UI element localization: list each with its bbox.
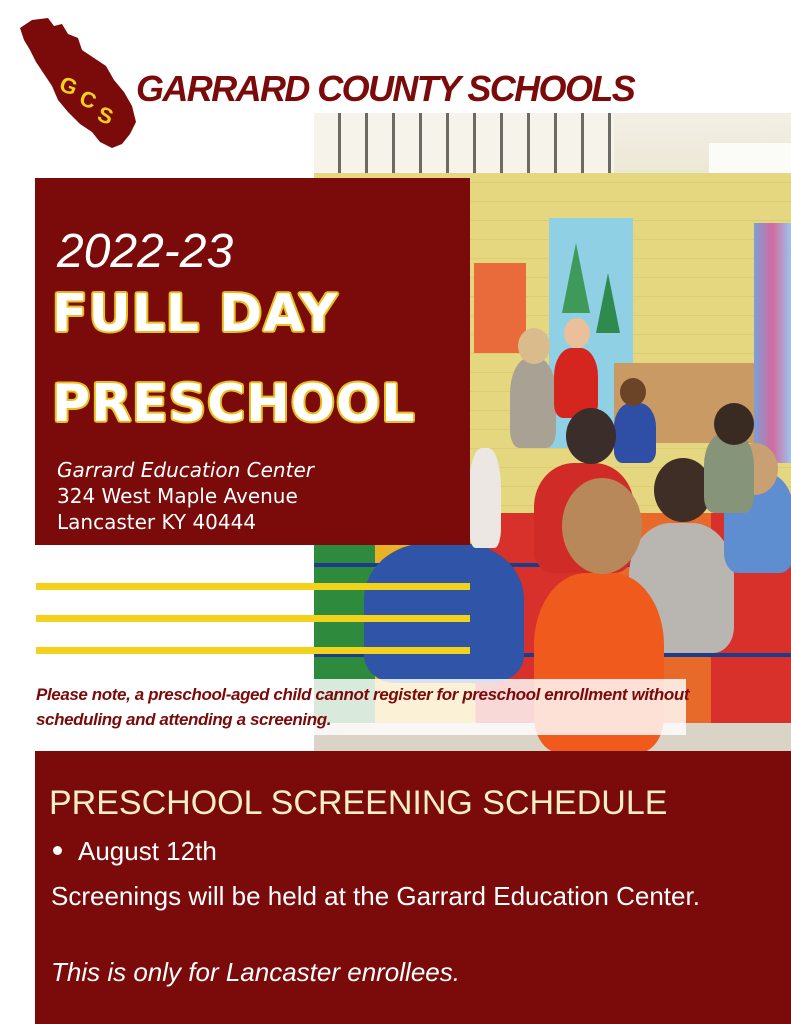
- svg-text:G: G: [56, 71, 81, 101]
- gcs-county-logo: [18, 14, 140, 150]
- headline-preschool: PRESCHOOL: [52, 374, 416, 434]
- gold-stripe-3: [36, 647, 470, 654]
- list-item: [51, 836, 217, 867]
- gold-stripe-2: [36, 615, 470, 622]
- address-block: [57, 457, 314, 535]
- svg-text:C: C: [76, 85, 100, 115]
- bullet-icon: [53, 846, 62, 855]
- school-year: 2022-23: [57, 225, 234, 278]
- headline-full-day: FULL DAY: [52, 284, 339, 344]
- screening-location: Screenings will be held at the Garrard Education Center.: [51, 881, 700, 911]
- svg-text:S: S: [94, 101, 117, 130]
- screening-date: August 12th: [78, 836, 217, 866]
- city-state-zip: Lancaster KY 40444: [57, 510, 257, 534]
- street-address: 324 West Maple Avenue: [57, 484, 298, 508]
- org-name: GARRARD COUNTY SCHOOLS: [136, 68, 635, 109]
- schedule-title: PRESCHOOL SCREENING SCHEDULE: [49, 784, 668, 822]
- venue-name: Garrard Education Center: [57, 458, 314, 482]
- enrollee-restriction: This is only for Lancaster enrollees.: [51, 957, 460, 987]
- gold-stripe-1: [36, 583, 470, 590]
- schedule-panel: [35, 751, 791, 1024]
- screening-dates: [51, 836, 217, 867]
- title-panel: [35, 178, 470, 545]
- screening-notice: Please note, a preschool-aged child cannot register for preschool enrollment without scheduling and attending a screening.: [36, 685, 690, 729]
